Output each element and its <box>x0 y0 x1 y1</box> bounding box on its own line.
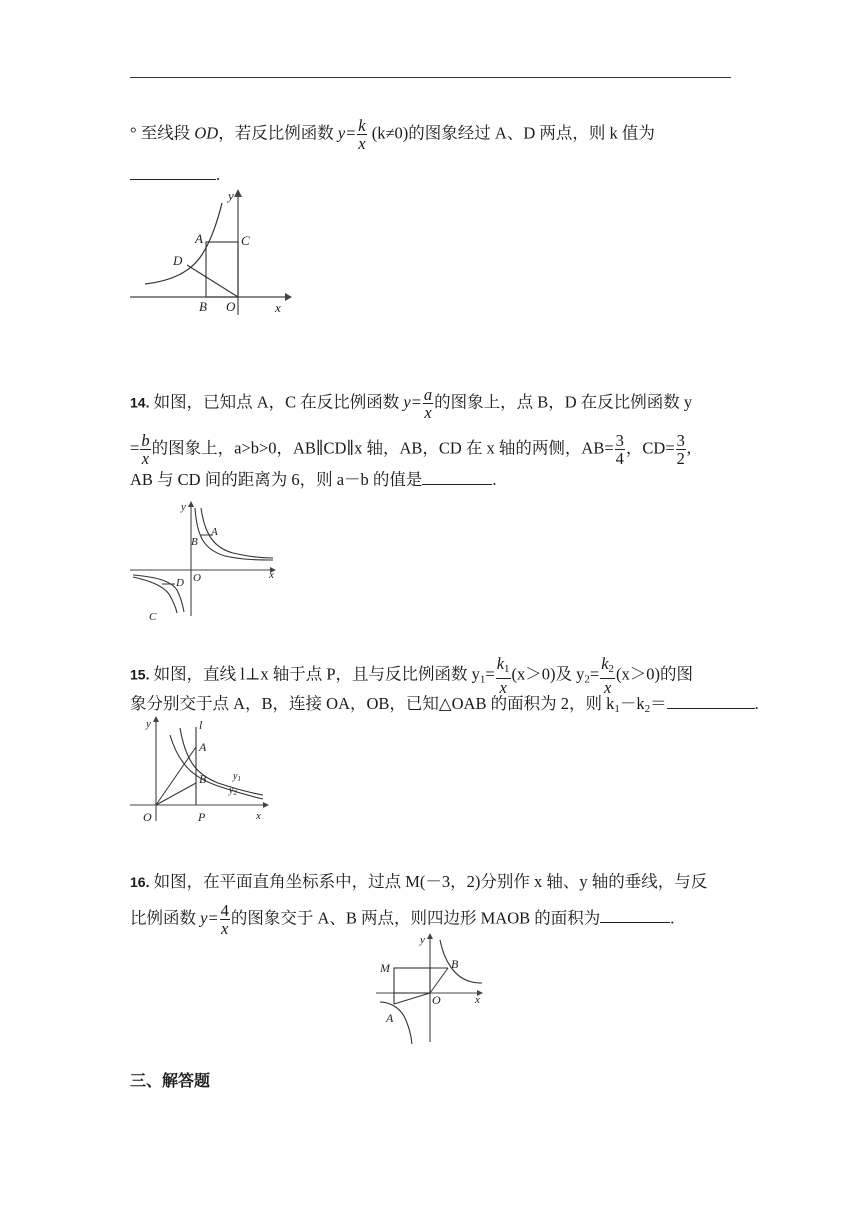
svg-text:x: x <box>269 569 274 581</box>
q14-fraction-b: $\frac{b}{x}$ <box>141 431 150 468</box>
section-heading: 三、解答题 <box>130 1071 211 1090</box>
q15-line2: 象分别交于点 A，B，连接 OA，OB，已知△OAB 的面积为 2，则 $k_1-k_2=$ . <box>130 694 759 715</box>
q14-line2: = $\frac{b}{x}$ 的图象上，a>b>0，AB∥CD∥x 轴，AB，CD 在 x 轴的两侧，AB= $\frac{3}{4}$ ，CD= $\frac{3}{2}$ , <box>130 431 692 468</box>
svg-text:x: x <box>275 300 281 315</box>
q16-figure <box>372 930 492 1050</box>
svg-text:y: y <box>228 188 234 203</box>
svg-text:A: A <box>211 526 218 538</box>
svg-text:P: P <box>198 810 206 824</box>
svg-text:B: B <box>451 957 459 971</box>
q13-answer-blank[interactable] <box>130 163 216 180</box>
q13-fraction: $\frac{k}{x}$ <box>358 116 366 153</box>
svg-text:y: y <box>420 934 425 946</box>
q16-line1: 16. 如图，在平面直角坐标系中，过点 M(－3，2)分别作 x 轴、y 轴的垂线，与反 <box>130 872 708 891</box>
svg-text:y2: $y_2$ <box>229 785 237 797</box>
svg-text:A: A <box>195 231 203 246</box>
svg-text:B: B <box>191 536 198 548</box>
svg-text:x: x <box>475 994 480 1006</box>
svg-text:O: O <box>432 993 441 1007</box>
svg-text:B: B <box>199 772 207 786</box>
svg-text:y: y <box>146 718 151 730</box>
q15-answer-blank[interactable] <box>667 692 755 709</box>
svg-text:M: M <box>380 961 390 975</box>
svg-text:A: A <box>386 1011 394 1025</box>
svg-text:x: x <box>256 810 261 822</box>
q16-line2: 比例函数 y= $\frac{4}{x}$ 的图象交于 A、B 两点，则四边形 MAOB 的面积为 . <box>130 901 675 938</box>
q14-fraction-a: $\frac{a}{x}$ <box>423 385 433 422</box>
svg-text:y: y <box>181 501 186 513</box>
q14-line3: AB 与 CD 间的距离为 6，则 a－b 的值是 . <box>130 470 497 489</box>
header-rule <box>130 77 731 78</box>
svg-text:B: B <box>199 299 207 314</box>
q16-fraction: $\frac{4}{x}$ <box>220 901 229 938</box>
q14-figure <box>125 498 285 623</box>
q15-figure <box>128 713 278 828</box>
svg-text:y1: $y_1$ <box>233 771 241 783</box>
q13-figure <box>125 185 295 320</box>
svg-text:C: C <box>241 233 250 248</box>
svg-text:A: A <box>199 740 207 754</box>
q14-answer-blank[interactable] <box>422 468 492 485</box>
svg-text:l: l <box>199 718 203 732</box>
svg-text:O: O <box>226 299 236 314</box>
svg-text:D: D <box>173 253 183 268</box>
q13-line2: . <box>130 163 220 185</box>
q13-line1: ° 至线段 OD，若反比例函数 y= $\frac{k}{x}$ (k≠0)的图象经过 A、D 两点，则 k 值为 <box>130 116 655 153</box>
q15-fraction-k2: $\frac{k_2}{x}$ <box>601 654 615 697</box>
q15-fraction-k1: $\frac{k_1}{x}$ <box>496 654 510 697</box>
q15-line1: 15. 如图，直线 l⊥x 轴于点 P，且与反比例函数 $y_1=$ $\frac{k_1}{x}$ (x＞0)及 $y_2=$ $\frac{k_2}{x}$ (x＞0)的图 <box>130 654 694 697</box>
q16-answer-blank[interactable] <box>600 906 670 923</box>
svg-text:C: C <box>149 611 157 623</box>
q14-line1: 14. 如图，已知点 A，C 在反比例函数 y= $\frac{a}{x}$ 的图象上，点 B，D 在反比例函数 y <box>130 385 693 422</box>
svg-text:O: O <box>143 810 152 824</box>
svg-text:D: D <box>176 577 184 589</box>
svg-text:O: O <box>193 572 201 584</box>
